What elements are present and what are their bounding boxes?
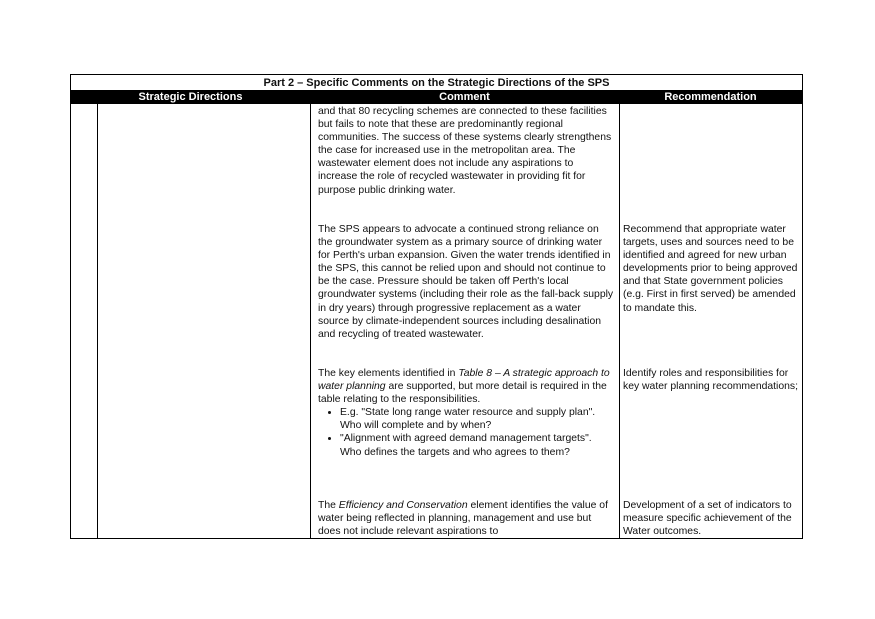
- comments-table: [70, 74, 803, 539]
- comment-paragraph-3: The key elements identified in Table 8 – A strategic approach to water planning are supported, but more detail is required in the table relating to the responsibilities. • E.g. "State long range water resource and supply plan". Who will complete and by when? • "Alignment with agreed demand management targets". Who defines the targets and who agrees to them?: [318, 367, 614, 459]
- column-divider-3: [619, 104, 620, 538]
- recommendation-1: Recommend that appropriate water targets, uses and sources need to be identified and agreed for new urban developments prior to being approved and that State government policies (e.g. First in first served) be amended to mandate this.: [623, 224, 798, 314]
- recommendation-3: Development of a set of indicators to measure specific achievement of the Water outcomes.: [623, 500, 792, 538]
- header-comment: Comment: [310, 91, 619, 104]
- comment-paragraph-1: and that 80 recycling schemes are connected to these facilities but fails to note that these are predominantly regional communities. The success of these systems clearly strengthens the case for increased use in the metropolitan area. The wastewater element does not include any aspirations to increase the role of recycled wastewater in providing fit for purpose public drinking water.: [318, 106, 612, 196]
- comment-paragraph-2: The SPS appears to advocate a continued strong reliance on the groundwater system as a primary source of drinking water for Perth's urban expansion. Given the water trends identified in the SPS, this cannot be relied upon and should not continue to be the case. Pressure should be taken off Perth's local groundwater systems (including their role as the fall-back supply in dry years) through progressive replacement as a water source by climate-independent sources including desalination and recycling of treated wastewater.: [318, 224, 614, 340]
- list-item: • E.g. "State long range water resource and supply plan". Who will complete and by when?: [340, 406, 614, 432]
- header-strategic-directions: Strategic Directions: [71, 91, 310, 104]
- column-divider-1: [97, 104, 98, 538]
- column-divider-2: [310, 104, 311, 538]
- list-item: • "Alignment with agreed demand management targets". Who defines the targets and who agrees to them?: [340, 432, 614, 458]
- header-recommendation: Recommendation: [619, 91, 802, 104]
- comment-paragraph-4: The Efficiency and Conservation element identifies the value of water being reflected in planning, management and use but does not include relevant aspirations to: [318, 500, 608, 538]
- table-title: Part 2 – Specific Comments on the Strategic Directions of the SPS: [71, 75, 802, 91]
- recommendation-2: Identify roles and responsibilities for key water planning recommendations;: [623, 368, 799, 393]
- comment-bullet-list: [318, 406, 614, 458]
